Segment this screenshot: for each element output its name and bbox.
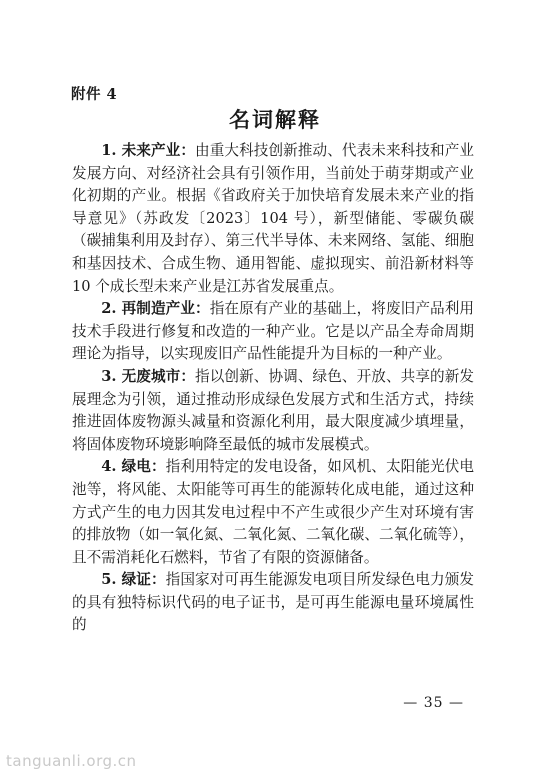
watermark: tanguanli.org.cn <box>6 752 137 770</box>
definition-paragraph-3 <box>72 366 474 456</box>
definition-term: 4. 绿电： <box>101 458 166 476</box>
definition-term: 1. 未来产业： <box>101 142 196 159</box>
page-title: 名词解释 <box>229 107 321 132</box>
definition-text: 指国家对可再生能源发电项目所发绿色电力颁发的具有独特标识代码的电子证书，是可再生能源电量环境属性的 <box>72 571 474 634</box>
definition-paragraph-4 <box>72 456 474 569</box>
definition-paragraph-5 <box>72 569 474 637</box>
definition-text: 由重大科技创新推动、代表未来科技和产业发展方向、对经济社会具有引领作用，当前处于萌芽期或产业化初期的产业。根据《省政府关于加快培育发展未来产业的指导意见》（苏政发〔2023〕104 号），新型储能、零碳负碳（碳捕集利用及封存）、第三代半导体、未来网络、氢能、细胞和基因技术、合成生物、通用智能、虚拟现实、前沿新材料等 10 个成长型未来产业是江苏省发展重点。 <box>72 142 474 295</box>
definition-text: 指以创新、协调、绿色、开放、共享的新发展理念为引领，通过推动形成绿色发展方式和生活方式，持续推进固体废物源头减量和资源化利用，最大限度减少填埋量，将固体废物环境影响降至最低的城市发展模式。 <box>72 367 474 453</box>
definition-term: 5. 绿证： <box>101 571 166 589</box>
document-body <box>72 140 474 637</box>
page-number: — 35 — <box>403 695 464 711</box>
definition-text: 指在原有产业的基础上，将废旧产品利用技术手段进行修复和改造的一种产业。它是以产品全寿命周期理论为指导，以实现废旧产品性能提升为目标的一种产业。 <box>72 300 474 363</box>
definition-term: 3. 无废城市： <box>101 367 196 385</box>
attachment-label: 附件 4 <box>71 86 118 103</box>
definition-text: 指利用特定的发电设备，如风机、太阳能光伏电池等，将风能、太阳能等可再生的能源转化成电能，通过这种方式产生的电力因其发电过程中不产生或很少产生对环境有害的排放物（如一氧化氮、二氧化氮、二氧化碳、二氧化硫等），且不需消耗化石燃料，节省了有限的资源储备。 <box>72 458 474 566</box>
definition-paragraph-1 <box>72 140 474 298</box>
definition-paragraph-2 <box>72 298 474 366</box>
definition-term: 2. 再制造产业： <box>101 300 210 318</box>
